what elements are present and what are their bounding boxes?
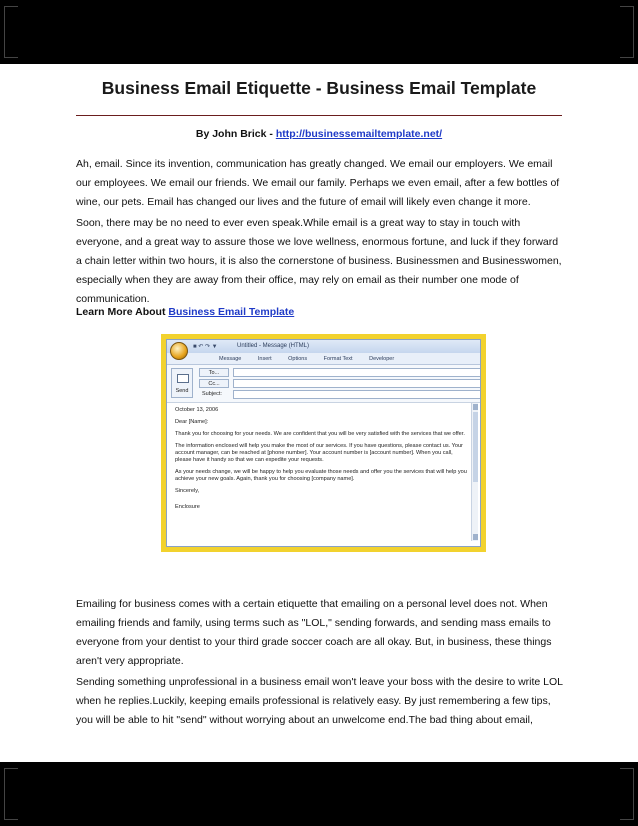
learn-more <box>76 306 294 318</box>
body-paragraph: As your needs change, we will be happy to help you evaluate those needs and offer you the services that will help you achieve your new goals. Again, thank you for choosing [company name]. <box>175 469 467 482</box>
subject-field <box>233 390 481 399</box>
corner-frame-left <box>4 6 18 58</box>
corner-frame-right <box>620 6 634 58</box>
bottom-black-band <box>0 762 638 826</box>
window-titlebar: Untitled - Message (HTML) <box>167 340 480 353</box>
body-date: October 13, 2006 <box>175 407 219 413</box>
quick-access-icons: ■ ↶ ↷ ▼ <box>193 344 218 350</box>
body-enclosure: Enclosure <box>175 504 200 510</box>
ribbon-tabs <box>167 353 480 365</box>
to-label: To... <box>199 368 229 377</box>
page-title: Business Email Etiquette - Business Email Template <box>101 78 537 98</box>
tab-developer: Developer <box>369 356 395 362</box>
cc-field <box>233 379 481 388</box>
subject-label: Subject: <box>202 391 222 397</box>
tab-insert: Insert <box>257 356 272 362</box>
top-black-band <box>0 0 638 64</box>
byline <box>0 128 638 140</box>
scrollbar <box>471 403 478 541</box>
message-header <box>167 365 480 403</box>
envelope-icon <box>177 374 189 383</box>
paragraph-business: Soon, there may be no need to ever even speak.While email is a great way to stay in touch with everyone, and a great way to assure those we love wellness, enormous fortune, and luck if they forward a chain letter within two hours, it is also the cornerstone of business. Businessmen and Businesswomen, especially when they are away from their office, may rely on email as their number one mode of communication. <box>76 217 562 305</box>
learn-more-label: Learn More About <box>76 306 169 318</box>
scroll-down-icon <box>473 534 478 540</box>
email-window <box>166 339 481 547</box>
scroll-thumb <box>473 412 478 482</box>
tab-format-text: Format Text <box>323 356 353 362</box>
body-paragraph: The information enclosed will help you make the most of our services. If you have questions, please contact us. Your account manager, can be reached at [phone number]. Your account number is [account number]. When you call, please have it handy so that we can expedite your requests. <box>175 443 463 463</box>
to-field <box>233 368 481 377</box>
corner-frame-left <box>4 768 18 820</box>
send-label: Send <box>175 388 189 394</box>
paragraph-professional: Sending something unprofessional in a business email won't leave your boss with the desire to write LOL when he replies.Luckily, keeping emails professional is relatively easy. By just remembering a few tips, you will be able to hit "send" without worrying about an unwelcome end.The bad thing about email, <box>76 676 563 726</box>
body-salutation: Dear [Name]: <box>175 419 209 425</box>
byline-link[interactable]: http://businessemailtemplate.net/ <box>275 128 443 140</box>
office-orb-icon <box>170 342 188 360</box>
byline-author: By John Brick - <box>195 128 276 140</box>
tab-message: Message <box>219 356 242 362</box>
send-button <box>171 368 193 398</box>
corner-frame-right <box>620 768 634 820</box>
title-divider <box>76 115 562 116</box>
paragraph-etiquette: Emailing for business comes with a certain etiquette that emailing on a personal level does not. When emailing friends and family, using terms such as "LOL," sending forwards, and sending mass emails to everyone from your dentist to your third grade soccer coach are all okay. But, in business, these things aren't very appropriate. <box>76 598 552 667</box>
tab-options: Options <box>288 356 308 362</box>
paragraph-intro: Ah, email. Since its invention, communication has greatly changed. We email our employers. We email our employees. We email our friends. We email our family. Perhaps we even email, after a few bottles of wine, our pets. Email has changed our lives and the future of email will likely even change it more. <box>76 158 560 208</box>
cc-label: Cc... <box>199 379 229 388</box>
body-closing: Sincerely, <box>175 488 200 494</box>
scroll-up-icon <box>473 404 478 410</box>
message-body <box>167 403 480 511</box>
body-paragraph: Thank you for choosing for your needs. We are confident that you will be very satisfied with the services that we offer. <box>175 431 465 437</box>
learn-more-link[interactable]: Business Email Template <box>168 306 295 318</box>
email-template-screenshot <box>161 334 486 552</box>
